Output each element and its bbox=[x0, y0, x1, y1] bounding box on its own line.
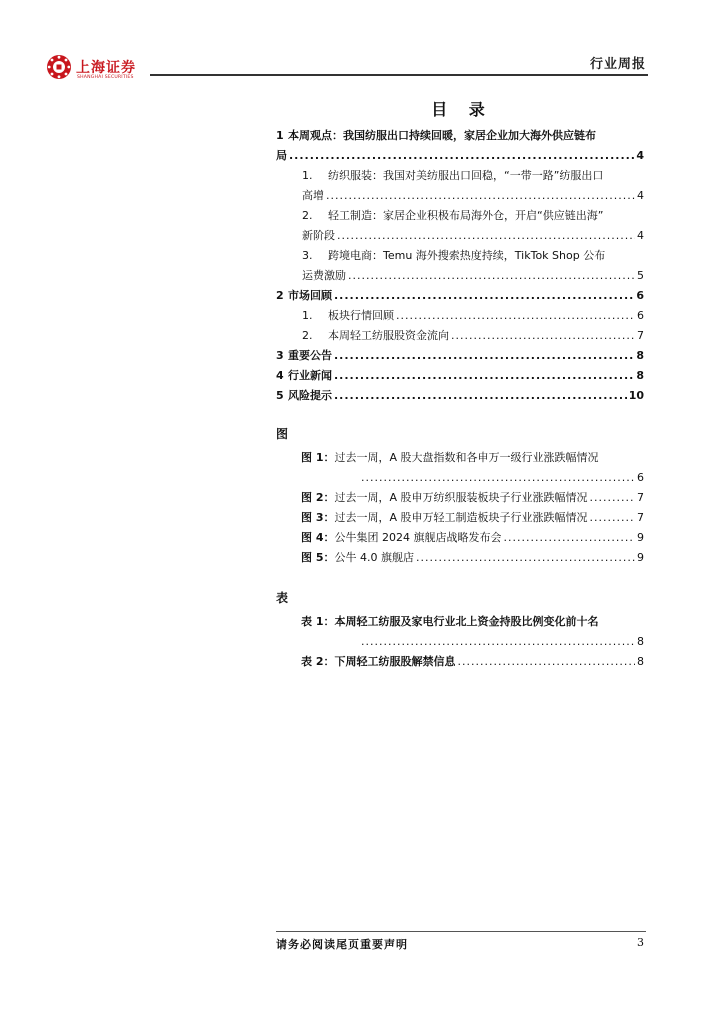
toc-row bbox=[301, 488, 644, 508]
tables-heading: 表 bbox=[276, 591, 289, 605]
toc-leader-dots bbox=[334, 346, 634, 366]
toc-entry-line bbox=[302, 246, 644, 266]
entry-title: 公牛 4.0 旗舰店 bbox=[334, 551, 414, 564]
toc-entry[interactable] bbox=[276, 246, 644, 286]
figure-entry[interactable] bbox=[276, 548, 644, 568]
entry-title: 过去一周，A 股申万轻工制造板块子行业涨跌幅情况 bbox=[334, 511, 588, 524]
page-number: 3 bbox=[637, 936, 644, 949]
toc-leader-dots bbox=[337, 226, 635, 246]
toc-entry-continuation bbox=[302, 186, 644, 206]
toc-leader-dots bbox=[361, 632, 635, 652]
toc-row bbox=[301, 652, 644, 672]
toc-entry-number: 2. bbox=[302, 329, 313, 342]
toc-row bbox=[359, 468, 644, 488]
entry-label: 图 2： bbox=[301, 491, 335, 504]
figure-entry[interactable] bbox=[276, 528, 644, 548]
toc-entry-text bbox=[302, 186, 324, 206]
toc-page-number: 6 bbox=[637, 309, 644, 322]
toc-entry-title: 本周观点：我国纺服出口持续回暖，家居企业加大海外供应链布 bbox=[288, 129, 596, 142]
toc-entry-text bbox=[301, 508, 588, 528]
toc-leader-dots bbox=[289, 146, 634, 166]
toc-row bbox=[276, 366, 644, 386]
toc-entry-text bbox=[301, 528, 501, 548]
toc-row bbox=[359, 632, 644, 652]
toc-leader-dots bbox=[503, 528, 635, 548]
toc-entry-number: 1 bbox=[276, 129, 284, 142]
toc-entry-title-cont: 局 bbox=[276, 149, 287, 162]
toc-entry-line bbox=[276, 126, 644, 146]
figure-entry[interactable] bbox=[276, 488, 644, 508]
header-divider bbox=[150, 74, 648, 76]
toc-page-number: 4 bbox=[637, 229, 644, 242]
toc-entry-continuation bbox=[276, 146, 644, 166]
toc-title: 目 录 bbox=[431, 100, 493, 119]
toc-page-number: 8 bbox=[636, 369, 644, 382]
entry-title: 本周轻工纺服及家电行业北上资金持股比例变化前十名 bbox=[334, 615, 599, 628]
toc-entry-text bbox=[302, 226, 335, 246]
toc-entry-line bbox=[302, 206, 644, 226]
toc-entry-title: 板块行情回顾 bbox=[328, 309, 394, 322]
toc-page-number: 9 bbox=[637, 551, 644, 564]
entry-label: 表 2： bbox=[301, 655, 335, 668]
toc-entry-title: 重要公告 bbox=[288, 349, 332, 362]
toc-entry-text bbox=[276, 386, 332, 406]
toc-entry[interactable] bbox=[276, 166, 644, 206]
toc-page-number: 6 bbox=[637, 471, 644, 484]
toc-leader-dots bbox=[457, 652, 635, 672]
toc-entry-text bbox=[276, 346, 332, 366]
toc-row bbox=[302, 326, 644, 346]
toc-entry-title: 风险提示 bbox=[288, 389, 332, 402]
toc-row bbox=[301, 548, 644, 568]
toc-entry-number: 4 bbox=[276, 369, 284, 382]
table-entry[interactable] bbox=[276, 612, 644, 652]
entry-title: 过去一周，A 股申万纺织服装板块子行业涨跌幅情况 bbox=[334, 491, 588, 504]
toc-row bbox=[301, 508, 644, 528]
toc-leader-dots bbox=[451, 326, 635, 346]
toc-entry-title: 本周轻工纺服股资金流向 bbox=[328, 329, 449, 342]
entry-continuation bbox=[301, 632, 644, 652]
toc-entry-title-cont: 新阶段 bbox=[302, 229, 335, 242]
entry-label: 图 5： bbox=[301, 551, 335, 564]
toc-entry[interactable] bbox=[276, 386, 644, 406]
report-type: 行业周报 bbox=[589, 57, 646, 72]
toc-row bbox=[276, 146, 644, 166]
toc-entry[interactable] bbox=[276, 126, 644, 166]
entry-title: 过去一周，A 股大盘指数和各申万一级行业涨跌幅情况 bbox=[334, 451, 599, 464]
toc-entry-text bbox=[301, 652, 455, 672]
entry-label: 图 1： bbox=[301, 451, 335, 464]
toc-entry-text bbox=[276, 286, 332, 306]
figure-entry[interactable] bbox=[276, 508, 644, 528]
entry-title: 下周轻工纺服股解禁信息 bbox=[334, 655, 456, 668]
table-of-contents bbox=[276, 126, 644, 672]
toc-row bbox=[276, 286, 644, 306]
toc-entry-number: 2. bbox=[302, 209, 313, 222]
toc-entry[interactable] bbox=[276, 306, 644, 326]
toc-entry-text bbox=[276, 146, 287, 166]
toc-entry-continuation bbox=[302, 266, 644, 286]
toc-entry-text bbox=[276, 366, 332, 386]
toc-entry[interactable] bbox=[276, 326, 644, 346]
toc-entry[interactable] bbox=[276, 346, 644, 366]
toc-entry-text bbox=[301, 548, 414, 568]
entry-line bbox=[301, 612, 644, 632]
toc-page-number: 5 bbox=[637, 269, 644, 282]
entry-label: 图 4： bbox=[301, 531, 335, 544]
toc-entry-text bbox=[302, 266, 346, 286]
toc-entry-title: 跨境电商：Temu 海外搜索热度持续，TikTok Shop 公布 bbox=[328, 249, 606, 262]
disclaimer-note: 请务必阅读尾页重要声明 bbox=[276, 938, 408, 951]
toc-page-number: 9 bbox=[637, 531, 644, 544]
toc-entry[interactable] bbox=[276, 206, 644, 246]
toc-entry-text bbox=[301, 488, 588, 508]
toc-row bbox=[302, 226, 644, 246]
company-logo bbox=[46, 54, 166, 88]
shanghai-securities-logo-icon bbox=[46, 54, 72, 80]
toc-page-number: 6 bbox=[636, 289, 644, 302]
toc-page-number: 7 bbox=[637, 329, 644, 342]
toc-entry-number: 1. bbox=[302, 309, 313, 322]
toc-page-number: 7 bbox=[637, 491, 644, 504]
toc-row bbox=[276, 386, 644, 406]
toc-entry-number: 3. bbox=[302, 249, 313, 262]
toc-row bbox=[302, 266, 644, 286]
toc-row bbox=[276, 346, 644, 366]
toc-row bbox=[301, 528, 644, 548]
table-entry[interactable] bbox=[276, 652, 644, 672]
figures-heading: 图 bbox=[276, 427, 289, 441]
toc-page-number: 8 bbox=[637, 635, 644, 648]
toc-entry-text bbox=[302, 306, 394, 326]
toc-entry-number: 3 bbox=[276, 349, 284, 362]
toc-page-number: 4 bbox=[636, 149, 644, 162]
toc-page-number: 4 bbox=[637, 189, 644, 202]
toc-page-number: 7 bbox=[637, 511, 644, 524]
toc-entry-number: 1. bbox=[302, 169, 313, 182]
entry-line bbox=[301, 448, 644, 468]
toc-entry-number: 2 bbox=[276, 289, 284, 302]
toc-leader-dots bbox=[348, 266, 635, 286]
toc-entry-title: 市场回顾 bbox=[288, 289, 332, 302]
entry-title: 公牛集团 2024 旗舰店战略发布会 bbox=[334, 531, 502, 544]
toc-leader-dots bbox=[334, 286, 634, 306]
toc-entry-continuation bbox=[302, 226, 644, 246]
logo-text-en: SHANGHAI SECURITIES bbox=[77, 75, 134, 80]
toc-entry[interactable] bbox=[276, 366, 644, 386]
logo-text-cn: 上海证券 bbox=[76, 60, 136, 76]
toc-row bbox=[302, 186, 644, 206]
toc-entry-text bbox=[302, 326, 449, 346]
footer-divider bbox=[276, 931, 646, 932]
toc-entry-title: 行业新闻 bbox=[288, 369, 332, 382]
toc-leader-dots bbox=[416, 548, 635, 568]
toc-page-number: 10 bbox=[628, 389, 644, 402]
toc-leader-dots bbox=[361, 468, 635, 488]
toc-leader-dots bbox=[396, 306, 635, 326]
toc-entry-title: 纺织服装：我国对美纺服出口回稳，“一带一路”纺服出口 bbox=[328, 169, 604, 182]
toc-entry-number: 5 bbox=[276, 389, 284, 402]
toc-leader-dots bbox=[334, 386, 627, 406]
toc-entry-title-cont: 高增 bbox=[302, 189, 324, 202]
toc-leader-dots bbox=[590, 508, 635, 528]
toc-leader-dots bbox=[326, 186, 635, 206]
entry-continuation bbox=[301, 468, 644, 488]
toc-entry-line bbox=[302, 166, 644, 186]
toc-leader-dots bbox=[590, 488, 635, 508]
toc-entry[interactable] bbox=[276, 286, 644, 306]
toc-page-number: 8 bbox=[637, 655, 644, 668]
toc-page-number: 8 bbox=[636, 349, 644, 362]
toc-leader-dots bbox=[334, 366, 634, 386]
figure-entry[interactable] bbox=[276, 448, 644, 488]
toc-entry-title-cont: 运费激励 bbox=[302, 269, 346, 282]
entry-label: 表 1： bbox=[301, 615, 335, 628]
toc-row bbox=[302, 306, 644, 326]
entry-label: 图 3： bbox=[301, 511, 335, 524]
toc-entry-title: 轻工制造：家居企业积极布局海外仓，开启“供应链出海” bbox=[328, 209, 604, 222]
